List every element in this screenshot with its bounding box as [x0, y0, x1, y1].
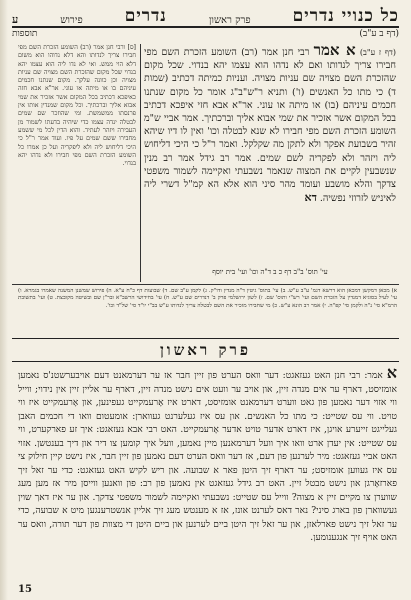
chapter-title: פרק ראשון — [159, 340, 252, 359]
sub-header-reference: (דף ב ע"ב) — [359, 29, 399, 39]
header-folio: ע — [12, 13, 19, 26]
notes-divider — [12, 284, 399, 285]
translation-lead-letter: א — [386, 366, 397, 382]
header-chapter: פרק ראשון — [208, 15, 251, 26]
footnotes-text: א) מכאן דמקשן דמכאן הוא דרשא דגמ' ע"ב ע"ש. ב) עי' בתוס' גיטין ד"ה מנדין ודו"ק. ג) לקמן ע"ב שם. ד) שבועות דף כ"ח ע"א. ה) פירוש שמשנן המשנה שאמרו בגמרא. ו) עי' לעיל בסוגיא דמנדין על הזכרת השם ועי' רש"י ותוס' שם. ז) לשון ירושלמי פרק ב' דנדרים שם ע"ש. ח) עי' בחידושי הרשב"א ובר"ן שם ובשיטה מקובצת. ט) ועי' בתשובת הרמ"א סי' נ"ה ולקמן סי' קפ"ה. י) אמר רב הונא ע"ש. כ) מי שחבירו מזכיר את השם לבטלה צריך לנדותו ע"ש בב"י יו"ד סי' של"ד וכו'. — [18, 288, 397, 309]
running-header — [12, 2, 399, 28]
header-title: כל כנויי נדרים — [292, 6, 399, 26]
translation-body: אמר: רבי חנן האט געזאגט: דער וואס הערט פון זיין חבר אז ער דערמאנט דעם אויבערשטנ'ס נאמען אומזיסט, דארף ער אים מנדה זיין, און אויב ער וועט אים נישט מנדה זיין, דארף ער אליין זיין אין נידוי; ווייל ווי אזוי דער נאמען פון גאט ווערט דערמאנט אומזיסט, דארט איז אָרעמקייט געפינען, און אָרעמקייט איז ווי טויט. ווי עס שטייט: כי מתו כל האנשים. און עס איז געלערנט געווארן: אומעטום וואו די חכמים האבן געלייגט זייערע אויגן, איז דארט אדער טויט אדער אָרעמקייט. האט רבי אבא געזאגט: איך זע פארקערט, ווי עס שטייט: אין יעדן ארט וואו איך וועל דערמאנען מיין נאמען, וועל איך קומען צו דיר און דיך בענטשן. אזוי האט אביי געזאגט: מיר לערנען פון דעם, אז דער וואס הערט דעם נאמען פון זיין חבר, איז נישט קיין חילוק צי עס איז געווען אומזיסט; ער דארף זיך היטן פאר א שבועה. און ריש לקיש האט געזאגט: כדי ער זאל זיך פארזאָרגן און נישט מבטל זיין. האט רב גידל געזאגט אין נאמען פון רב: פון וואנען ווייסן מיר אז מען מעג שווערן צו מקיים זיין א מצוה? ווייל עס שטייט: נשבעתי ואקיימה לשמור משפטי צדקך. און ער איז דאך שוין געשווארן פון בארג סיני? נאר דאס לערנט אונז, אז א מענטש מעג זיך אליין אנשטרענגען מיט א שבועה, כדי ער זאל זיך נישט פארלאזן, און ער זאל זיך היטן ביים לערנען און ביים היטן די מצוות פון דער תורה, וואס ער האט אויף זיך אנגענומען. — [18, 371, 397, 543]
main-body-text: רבי חנן אמר (רב) השומע הזכרת השם מפי חבירו צריך לנדותו ואם לא נדהו הוא עצמו יהא בנדוי. שכל מקום שהזכרת השם מצויה שם עניות מצויה. ועניות כמיתה דכתיב (שמות ד) כי מתו כל האנשים (ו') ותניא ר"ש"ב"ג אומר כל מקום שנתנו חכמים עיניהם (בו) או מיתה או עוני. אר"א אבא חזי איפכא דכתיב בכל המקום אשר אזכיר את שמי אבוא אליך וברכתיך. אמר אביי ש"מ השומע הזכרת השם מפי חבירו לא שנא לבטלה וכו' ואין לו דיו שיהא זהיר בשבועת אפקר ולא לתקן מה שקלקל. ואמר ר"ל כי היכי דליחוש ליה ויזהר ולא לפקריה לשם שמים. אמר רב גידל אמר רב מנין שנשבעין לקיים את המצוה שנאמר נשבעתי ואקיימה לשמור משפטי צדקך והלא מושבע ועומד מהר סיני הוא אלא הא קמ"ל דשרי ליה לאיניש לזרוזי נפשיה. — [144, 47, 396, 205]
sub-header — [12, 28, 399, 42]
page-number: 15 — [18, 584, 32, 595]
main-reference: (דף ז ע"ב) — [359, 48, 396, 57]
header-commentary-label: פירוש — [60, 15, 83, 26]
column-divider — [140, 44, 141, 282]
header-tractate: נדרים — [124, 6, 167, 26]
main-footnote: עי' תוס' ב"ב דף כ ב ד"ה וכו' ועי' בית יוסף — [212, 268, 328, 276]
chapter-heading — [12, 338, 399, 362]
commentary-text: [ס] ורבי חנן אמר (רב) השומע הזכרת השם מפי חבירו צריך לנדותו והא דלא נדוהו הוא משום דלא הוי ממש. ואי לא נדו ליה הוא עצמו יהא בנדוי שכל מקום שהזכרת השם מצויה שם עניות מצויה וכן כוונה עלקך. מקום שנתנו חכמים עיניהם בו או מיתה או עוני. אר"א אבא חזה כאיפכא דכתיב בכל המקום אשר אזכיר את שמי אבוא אליך וברכתיך. וכל מקום שמנדין אותו אין פרנסתו ממשמשת. ומי שהוזכר שם שמים לבטלה ינדה עצמו כדי שיהיה בדעתו לשמור מן העבירה ויזהר לעתיד. והוא הדין לכל מי ששמע מחבירו ששם שמים על פיו. ועוד אמר ר"ל כי היכי דליחוש ליה ולא ליפקריה ועל כן אמרו כל השומע הזכרת השם מפי חבירו ולא נדהו יהא בנדוי. — [18, 44, 136, 168]
main-text-column — [144, 44, 396, 270]
sub-header-commentary: תוספות — [12, 29, 38, 39]
main-lead-word: א אמר — [313, 44, 356, 59]
translation-text — [18, 366, 397, 584]
main-closing-word: דא — [304, 191, 317, 205]
page-edge-shadow — [0, 0, 8, 600]
footnotes — [18, 288, 397, 332]
commentary-column — [18, 44, 136, 282]
